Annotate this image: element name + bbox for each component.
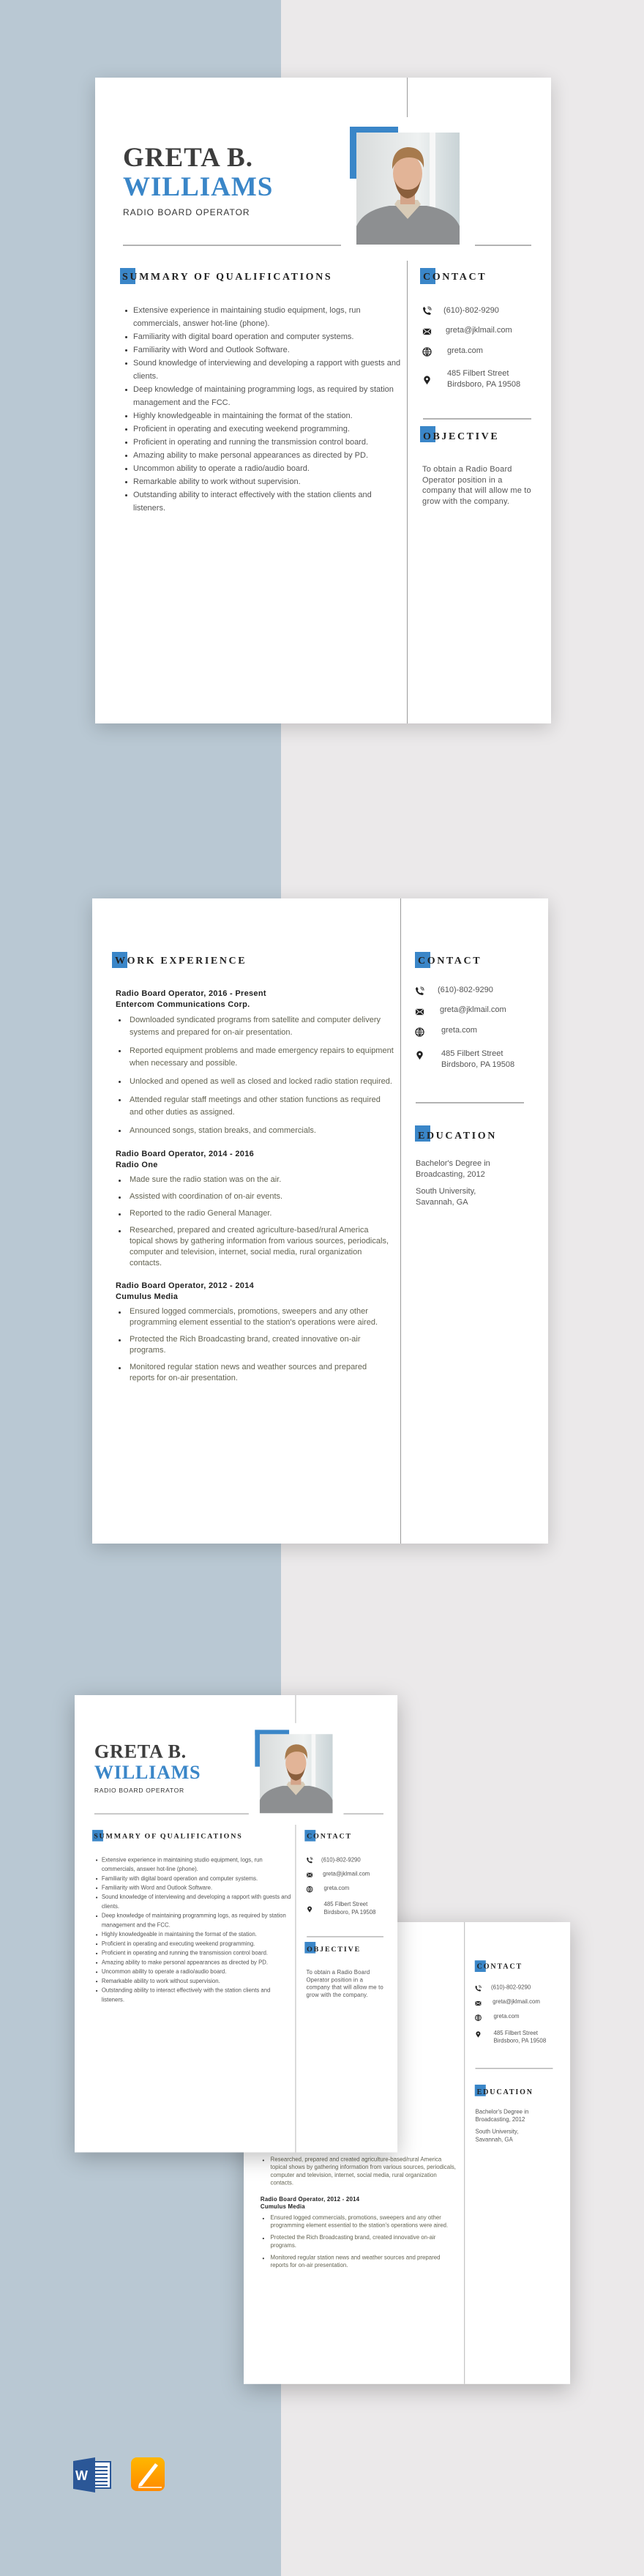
location-pin-icon	[422, 376, 432, 385]
contact-address-line1: 485 Filbert Street	[493, 2030, 538, 2037]
list-item: Downloaded syndicated programs from satellite and computer delivery systems and prepared for on-air presentation.	[116, 1014, 394, 1039]
location-pin-icon	[475, 2031, 482, 2038]
name-first: GRETA B.	[94, 1741, 187, 1763]
list-item: Unlocked and opened as well as closed and locked radio station required.	[116, 1076, 394, 1088]
contact-email[interactable]: greta@jklmail.com	[323, 1871, 370, 1877]
list-item: Researched, prepared and created agriculture-based/rural America topical shows by gathering information from various sources, periodicals, computer and television, internet, social media, rural organization contacts.	[261, 2156, 460, 2187]
list-item: Monitored regular station news and weather sources and prepared reports for on-air presentation.	[261, 2254, 460, 2269]
email-icon	[475, 2000, 482, 2006]
contact-address-line1: 485 Filbert Street	[323, 1901, 368, 1908]
svg-text:W: W	[75, 2468, 88, 2483]
list-item: Reported equipment problems and made emergency repairs to equipment when necessary and possible.	[116, 1045, 394, 1070]
summary-list	[94, 1855, 291, 2005]
contact-website[interactable]: greta.com	[447, 346, 483, 355]
list-item: Proficient in operating and running the transmission control board.	[123, 436, 401, 449]
list-item: Extensive experience in maintaining studio equipment, logs, run commercials, answer hot-line (phone).	[94, 1855, 291, 1874]
list-item: Announced songs, station breaks, and commercials.	[116, 1125, 394, 1137]
header-rule	[475, 245, 531, 246]
objective-text: To obtain a Radio Board Operator position in a company that will allow me to grow with the company.	[306, 1969, 383, 1999]
contact-email[interactable]: greta@jklmail.com	[446, 326, 512, 335]
section-rule	[475, 2068, 553, 2069]
objective-heading: OBJECTIVE	[307, 1945, 362, 1954]
job-company: Cumulus Media	[260, 2203, 305, 2211]
contact-address-line2: Birdsboro, PA 19508	[441, 1060, 515, 1069]
header-rule	[343, 1813, 383, 1814]
education-heading: EDUCATION	[418, 1131, 497, 1142]
globe-icon	[422, 347, 432, 357]
list-item: Deep knowledge of maintaining programming logs, as required by station management and the FCC.	[94, 1911, 291, 1929]
list-item: Researched, prepared and created agriculture-based/rural America topical shows by gathering information from various sources, periodicals, computer and television, internet, social media, rural organization contacts.	[116, 1225, 394, 1269]
list-item: Extensive experience in maintaining studio equipment, logs, run commercials, answer hot-line (phone).	[123, 304, 401, 330]
location-pin-icon	[306, 1906, 312, 1913]
job-entry	[116, 989, 394, 1137]
work-experience-list	[116, 989, 394, 1396]
list-item: Attended regular staff meetings and other station functions as required and other duties as assigned.	[116, 1094, 394, 1119]
phone-icon	[475, 1985, 482, 1992]
contact-address-line2: Birdsboro, PA 19508	[493, 2038, 547, 2044]
pages-icon[interactable]	[131, 2457, 165, 2491]
job-company: Radio One	[116, 1160, 158, 1169]
name-last: WILLIAMS	[94, 1762, 201, 1784]
contact-address-line1: 485 Filbert Street	[441, 1049, 503, 1058]
list-item: Outstanding ability to interact effectively with the station clients and listeners.	[94, 1986, 291, 2004]
list-item: Outstanding ability to interact effectively with the station clients and listeners.	[123, 488, 401, 515]
summary-list	[123, 304, 401, 515]
phone-icon	[422, 306, 432, 316]
education-degree-line2: Broadcasting, 2012	[475, 2116, 525, 2123]
name-last: WILLIAMS	[123, 172, 274, 202]
summary-heading: SUMMARY OF QUALIFICATIONS	[94, 1832, 243, 1841]
objective-text: To obtain a Radio Board Operator position in a company that will allow me to grow with the company.	[422, 465, 531, 507]
contact-phone: (610)-802-9290	[321, 1856, 361, 1864]
location-pin-icon	[415, 1051, 424, 1060]
list-item: Familiarity with digital board operation and computer systems.	[94, 1874, 291, 1883]
contact-email[interactable]: greta@jklmail.com	[440, 1005, 506, 1014]
email-icon	[306, 1872, 312, 1878]
column-divider	[400, 898, 401, 1544]
list-item: Ensured logged commercials, promotions, sweepers and any other programming element essential to the station's operations were aired.	[116, 1306, 394, 1328]
globe-icon	[475, 2014, 482, 2021]
list-item: Amazing ability to make personal appearances as directed by PD.	[123, 449, 401, 462]
list-item: Protected the Rich Broadcasting brand, created innovative on-air programs.	[261, 2234, 460, 2249]
job-entry	[116, 1281, 394, 1384]
job-entry	[116, 1149, 394, 1269]
education-school-line2: Savannah, GA	[416, 1198, 468, 1207]
profile-photo	[260, 1734, 333, 1813]
column-divider	[407, 78, 408, 117]
globe-icon	[306, 1886, 312, 1893]
list-item: Familiarity with Word and Outlook Software.	[94, 1883, 291, 1893]
contact-heading: CONTACT	[307, 1832, 352, 1841]
list-item: Monitored regular station news and weather sources and prepared reports for on-air presentation.	[116, 1362, 394, 1384]
contact-heading: CONTACT	[476, 1962, 523, 1971]
phone-icon	[306, 1857, 312, 1864]
contact-address-line1: 485 Filbert Street	[447, 369, 509, 378]
contact-website[interactable]: greta.com	[441, 1026, 477, 1035]
job-role: Radio Board Operator, 2012 - 2014	[116, 1281, 255, 1290]
education-degree-line2: Broadcasting, 2012	[416, 1170, 485, 1179]
contact-phone: (610)-802-9290	[438, 986, 493, 994]
job-entry	[261, 2196, 460, 2270]
section-rule	[307, 1936, 383, 1937]
list-item: Sound knowledge of interviewing and developing a rapport with guests and clients.	[123, 357, 401, 383]
list-item: Familiarity with Word and Outlook Software.	[123, 343, 401, 357]
contact-phone: (610)-802-9290	[443, 306, 499, 315]
education-degree-line1: Bachelor's Degree in	[416, 1159, 490, 1168]
list-item: Familiarity with digital board operation and computer systems.	[123, 330, 401, 343]
word-icon[interactable]	[73, 2457, 111, 2493]
job-role: Radio Board Operator, 2016 - Present	[116, 989, 266, 998]
job-role: Radio Board Operator, 2012 - 2014	[260, 2196, 360, 2203]
education-school-line1: South University,	[475, 2129, 519, 2135]
summary-heading: SUMMARY OF QUALIFICATIONS	[122, 272, 333, 283]
contact-phone: (610)-802-9290	[490, 1984, 531, 1991]
contact-address-line2: Birdsboro, PA 19508	[323, 1909, 376, 1916]
education-school-line1: South University,	[416, 1187, 476, 1196]
education-school-line2: Savannah, GA	[475, 2136, 513, 2143]
contact-website[interactable]: greta.com	[323, 1885, 350, 1892]
objective-heading: OBJECTIVE	[423, 431, 500, 442]
email-icon	[415, 1007, 424, 1016]
column-divider	[407, 261, 408, 723]
header-rule	[94, 1813, 249, 1814]
work-heading: WORK EXPERIENCE	[115, 956, 247, 967]
resume-page-1	[95, 78, 551, 723]
list-item: Ensured logged commercials, promotions, sweepers and any other programming element essential to the station's operations were aired.	[261, 2214, 460, 2230]
list-item: Made sure the radio station was on the air.	[116, 1175, 394, 1185]
contact-email[interactable]: greta@jklmail.com	[493, 1998, 540, 2006]
list-item: Sound knowledge of interviewing and developing a rapport with guests and clients.	[94, 1893, 291, 1911]
list-item: Remarkable ability to work without supervision.	[123, 475, 401, 488]
list-item: Assisted with coordination of on-air events.	[116, 1191, 394, 1202]
contact-address-line2: Birdsboro, PA 19508	[447, 380, 521, 389]
profile-photo	[356, 133, 460, 245]
list-item: Deep knowledge of maintaining programming logs, as required by station management and the FCC.	[123, 383, 401, 409]
section-rule	[416, 1102, 524, 1103]
job-title: RADIO BOARD OPERATOR	[94, 1787, 184, 1795]
list-item: Highly knowledgeable in maintaining the format of the station.	[123, 409, 401, 422]
preview-page-1	[75, 1695, 397, 2152]
list-item: Uncommon ability to operate a radio/audio board.	[123, 462, 401, 475]
list-item: Highly knowledgeable in maintaining the format of the station.	[94, 1930, 291, 1940]
header-rule	[123, 245, 341, 246]
list-item: Protected the Rich Broadcasting brand, created innovative on-air programs.	[116, 1334, 394, 1356]
email-icon	[422, 327, 432, 336]
list-item: Proficient in operating and executing weekend programming.	[94, 1939, 291, 1948]
education-heading: EDUCATION	[476, 2088, 533, 2096]
job-title: RADIO BOARD OPERATOR	[123, 207, 250, 217]
globe-icon	[415, 1027, 424, 1037]
job-company: Cumulus Media	[116, 1292, 179, 1301]
list-item: Remarkable ability to work without supervision.	[94, 1976, 291, 1986]
list-item: Proficient in operating and executing weekend programming.	[123, 422, 401, 436]
name-first: GRETA B.	[123, 143, 253, 173]
contact-heading: CONTACT	[418, 956, 482, 967]
column-divider	[464, 1922, 465, 2384]
contact-website[interactable]: greta.com	[493, 2013, 520, 2020]
section-rule	[423, 418, 531, 420]
job-company: Entercom Communications Corp.	[116, 999, 250, 1009]
education-degree-line1: Bachelor's Degree in	[475, 2108, 529, 2115]
phone-icon	[415, 986, 424, 996]
list-item: Reported to the radio General Manager.	[116, 1208, 394, 1219]
contact-heading: CONTACT	[423, 272, 487, 283]
job-role: Radio Board Operator, 2014 - 2016	[116, 1150, 255, 1158]
list-item: Amazing ability to make personal appearances as directed by PD.	[94, 1958, 291, 1968]
list-item: Uncommon ability to operate a radio/audio board.	[94, 1968, 291, 1977]
list-item: Proficient in operating and running the transmission control board.	[94, 1948, 291, 1958]
resume-page-2	[92, 898, 548, 1544]
